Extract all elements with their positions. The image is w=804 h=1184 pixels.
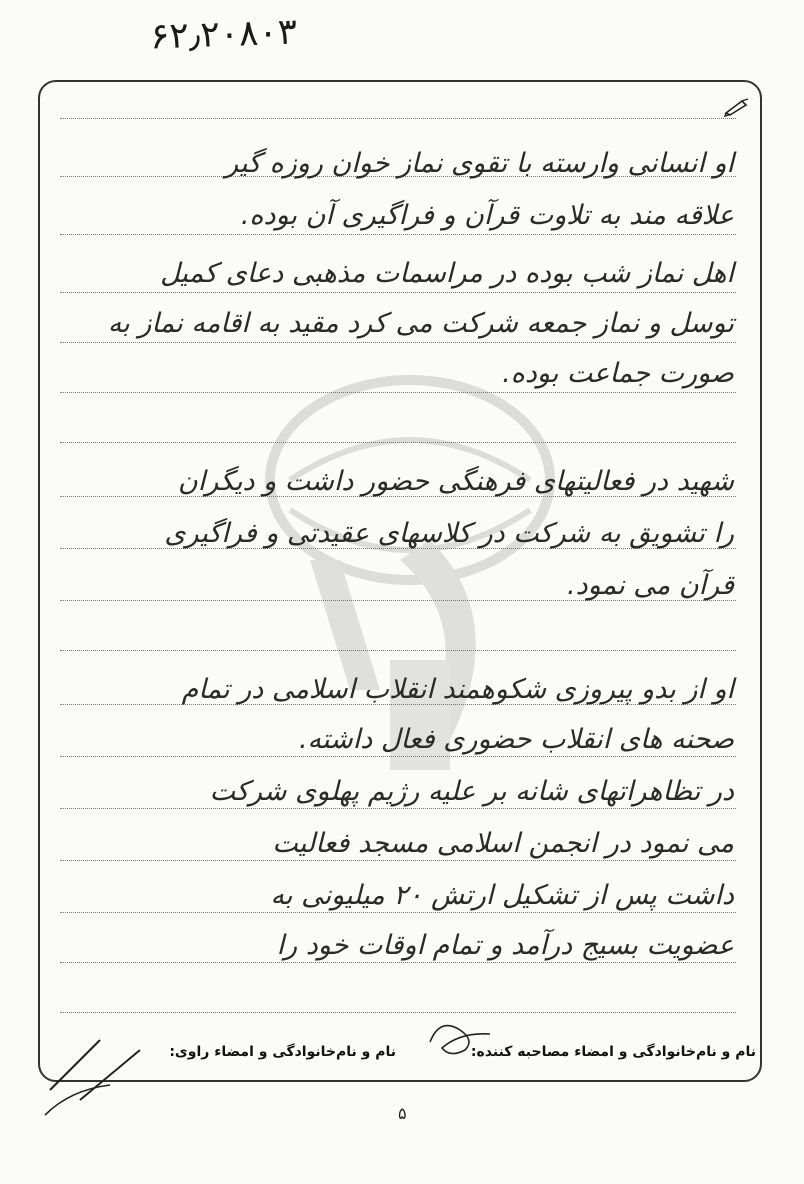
handwritten-line: اهل نماز شب بوده در مراسمات مذهبی دعای کمیل bbox=[160, 258, 734, 289]
handwritten-line: داشت پس از تشکیل ارتش ۲۰ میلیونی به bbox=[270, 880, 734, 911]
ruled-line bbox=[60, 292, 736, 293]
ruled-line bbox=[60, 234, 736, 235]
ruled-line bbox=[60, 860, 736, 861]
document-number: ۶۲٫۲۰۸۰۳ bbox=[149, 11, 298, 58]
handwritten-line: عضویت بسیج درآمد و تمام اوقات خود را bbox=[276, 930, 734, 961]
ruled-line bbox=[60, 650, 736, 651]
ruled-line bbox=[60, 756, 736, 757]
ruled-line bbox=[60, 392, 736, 393]
handwritten-line: می نمود در انجمن اسلامی مسجد فعالیت bbox=[272, 828, 734, 859]
handwritten-line: صورت جماعت بوده. bbox=[502, 358, 734, 389]
handwritten-line: علاقه مند به تلاوت قرآن و فراگیری آن بوده. bbox=[240, 200, 734, 231]
handwritten-line: را تشویق به شرکت در کلاسهای عقیدتی و فراگیری bbox=[164, 518, 734, 549]
handwritten-line: شهید در فعالیتهای فرهنگی حضور داشت و دیگران bbox=[177, 466, 734, 497]
page-number: ۵ bbox=[398, 1104, 407, 1123]
pen-icon bbox=[724, 97, 750, 117]
ruled-line bbox=[60, 342, 736, 343]
interviewer-signature-label: نام و نام‌خانوادگی و امضاء مصاحبه کننده: bbox=[470, 1044, 756, 1060]
handwritten-line: توسل و نماز جمعه شرکت می کرد مقید به اقامه نماز به bbox=[107, 308, 734, 339]
handwritten-line: در تظاهراتهای شانه بر علیه رژیم پهلوی شرکت bbox=[209, 776, 734, 807]
ruled-line bbox=[60, 1012, 736, 1013]
narrator-signature-label: نام و نام‌خانوادگی و امضاء راوی: bbox=[169, 1044, 396, 1060]
ruled-line bbox=[60, 962, 736, 963]
handwritten-line: صحنه های انقلاب حضوری فعال داشته. bbox=[298, 724, 734, 755]
ruled-line bbox=[60, 808, 736, 809]
ruled-line bbox=[60, 912, 736, 913]
ruled-line bbox=[60, 118, 736, 119]
handwritten-line: قرآن می نمود. bbox=[567, 570, 734, 601]
handwritten-line: او از بدو پیروزی شکوهمند انقلاب اسلامی در تمام bbox=[181, 674, 734, 705]
handwritten-line: او انسانی وارسته با تقوی نماز خوان روزه گیر bbox=[225, 148, 734, 179]
pen-strokes bbox=[40, 1030, 150, 1120]
ruled-line bbox=[60, 442, 736, 443]
